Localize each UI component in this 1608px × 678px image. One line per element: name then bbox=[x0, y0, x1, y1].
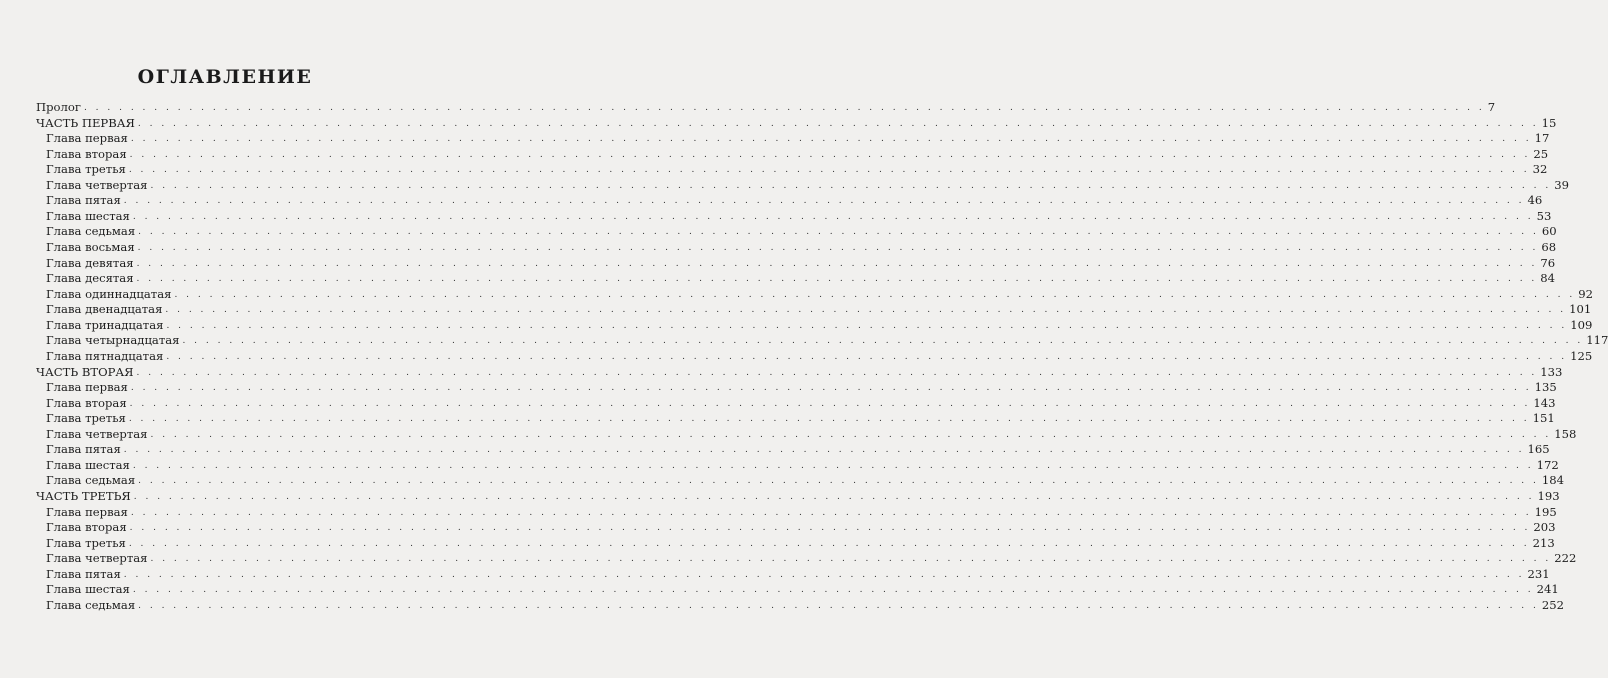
dot-leader: . . . . . . . . . . . . . . . . . . . . . . . . . . . . . . . . . . . . . . . . . . . . . . . . . . . . . . . . . . . . . . . . . . . . . . . . . . . . . . . . . . . . . . . . . . . . . . . . . . . . . . . . . . . . . . . . . . . . . . . . bbox=[130, 507, 1532, 518]
toc-entry-label: Глава вторая bbox=[46, 520, 127, 535]
toc-page-number: 125 bbox=[1570, 348, 1593, 363]
toc-chapter-entry bbox=[46, 473, 1565, 489]
toc-chapter-entry bbox=[46, 177, 1569, 194]
toc-entry-label: Глава шестая bbox=[46, 208, 130, 223]
toc-entry-label: ЧАСТЬ ПЕРВАЯ bbox=[36, 115, 135, 130]
dot-leader: . . . . . . . . . . . . . . . . . . . . . . . . . . . . . . . . . . . . . . . . . . . . . . . . . . . . . . . . . . . . . . . . . . . . . . . . . . . . . . . . . . . . . . . . . . . . . . . . . . . . . . . . . . . . . . . . . . . . . . . . bbox=[136, 367, 1538, 378]
dot-leader: . . . . . . . . . . . . . . . . . . . . . . . . . . . . . . . . . . . . . . . . . . . . . . . . . . . . . . . . . . . . . . . . . . . . . . . . . . . . . . . . . . . . . . . . . . . . . . . . . . . . . . . . . . . . . . . . . . . . . . . . bbox=[174, 289, 1576, 300]
toc-chapter-entry bbox=[46, 146, 1549, 163]
page-title: ОГЛАВЛЕНИЕ bbox=[137, 66, 313, 88]
toc-page-number: 60 bbox=[1541, 224, 1557, 239]
toc-chapter-entry bbox=[46, 426, 1577, 443]
dot-leader: . . . . . . . . . . . . . . . . . . . . . . . . . . . . . . . . . . . . . . . . . . . . . . . . . . . . . . . . . . . . . . . . . . . . . . . . . . . . . . . . . . . . . . . . . . . . . . . . . . . . . . . . . . . . . . . . . . . . . . . . bbox=[150, 429, 1552, 440]
toc-page-number: 133 bbox=[1540, 364, 1563, 379]
toc-entry-label: Глава четырнадцатая bbox=[46, 333, 180, 348]
toc-chapter-entry bbox=[46, 208, 1552, 225]
dot-leader: . . . . . . . . . . . . . . . . . . . . . . . . . . . . . . . . . . . . . . . . . . . . . . . . . . . . . . . . . . . . . . . . . . . . . . . . . . . . . . . . . . . . . . . . . . . . . . . . . . . . . . . . . . . . . . . . . . . . . . . . bbox=[123, 569, 1525, 580]
dot-leader: . . . . . . . . . . . . . . . . . . . . . . . . . . . . . . . . . . . . . . . . . . . . . . . . . . . . . . . . . . . . . . . . . . . . . . . . . . . . . . . . . . . . . . . . . . . . . . . . . . . . . . . . . . . . . . . . . . . . . . . . bbox=[150, 180, 1552, 191]
toc-entry-label: Глава седьмая bbox=[46, 224, 136, 239]
dot-leader: . . . . . . . . . . . . . . . . . . . . . . . . . . . . . . . . . . . . . . . . . . . . . . . . . . . . . . . . . . . . . . . . . . . . . . . . . . . . . . . . . . . . . . . . . . . . . . . . . . . . . . . . . . . . . . . . . . . . . . . . bbox=[128, 538, 1530, 549]
toc-chapter-entry bbox=[46, 380, 1557, 396]
toc-page-number: 39 bbox=[1554, 177, 1569, 192]
dot-leader: . . . . . . . . . . . . . . . . . . . . . . . . . . . . . . . . . . . . . . . . . . . . . . . . . . . . . . . . . . . . . . . . . . . . . . . . . . . . . . . . . . . . . . . . . . . . . . . . . . . . . . . . . . . . . . . . . . . . . . . . bbox=[166, 351, 1568, 362]
dot-leader: . . . . . . . . . . . . . . . . . . . . . . . . . . . . . . . . . . . . . . . . . . . . . . . . . . . . . . . . . . . . . . . . . . . . . . . . . . . . . . . . . . . . . . . . . . . . . . . . . . . . . . . . . . . . . . . . . . . . . . . . bbox=[132, 460, 1534, 471]
toc-chapter-entry bbox=[46, 504, 1557, 521]
dot-leader: . . . . . . . . . . . . . . . . . . . . . . . . . . . . . . . . . . . . . . . . . . . . . . . . . . . . . . . . . . . . . . . . . . . . . . . . . . . . . . . . . . . . . . . . . . . . . . . . . . . . . . . . . . . . . . . . . . . . . . . . bbox=[166, 320, 1568, 331]
toc-page-number: 76 bbox=[1540, 255, 1556, 270]
toc-chapter-entry bbox=[46, 348, 1593, 365]
toc-page-number: 172 bbox=[1536, 457, 1559, 472]
toc-page-number: 117 bbox=[1586, 333, 1608, 348]
dot-leader: . . . . . . . . . . . . . . . . . . . . . . . . . . . . . . . . . . . . . . . . . . . . . . . . . . . . . . . . . . . . . . . . . . . . . . . . . . . . . . . . . . . . . . . . . . . . . . . . . . . . . . . . . . . . . . . . . . . . . . . . bbox=[136, 258, 1538, 269]
toc-page-number: 184 bbox=[1541, 473, 1565, 488]
dot-leader: . . . . . . . . . . . . . . . . . . . . . . . . . . . . . . . . . . . . . . . . . . . . . . . . . . . . . . . . . . . . . . . . . . . . . . . . . . . . . . . . . . . . . . . . . . . . . . . . . . . . . . . . . . . . . . . . . . . . . . . . bbox=[83, 103, 1485, 113]
toc-page-number: 109 bbox=[1570, 317, 1593, 332]
toc-page-number: 135 bbox=[1534, 380, 1557, 395]
toc-entry-label: Глава четвертая bbox=[46, 177, 148, 192]
toc-entry-label: Глава четвертая bbox=[46, 551, 148, 566]
toc-part-entry bbox=[36, 115, 1557, 132]
toc-entry-label: Глава вторая bbox=[46, 395, 127, 410]
toc-page-number: 213 bbox=[1532, 535, 1555, 550]
toc-page-number: 46 bbox=[1527, 193, 1543, 208]
toc-chapter-entry bbox=[46, 286, 1593, 303]
toc-chapter-entry bbox=[46, 302, 1592, 318]
toc-page-number: 15 bbox=[1541, 115, 1557, 130]
toc-chapter-entry bbox=[46, 597, 1565, 614]
dot-leader: . . . . . . . . . . . . . . . . . . . . . . . . . . . . . . . . . . . . . . . . . . . . . . . . . . . . . . . . . . . . . . . . . . . . . . . . . . . . . . . . . . . . . . . . . . . . . . . . . . . . . . . . . . . . . . . . . . . . . . . . bbox=[133, 492, 1535, 502]
toc-part-entry bbox=[36, 100, 1496, 116]
toc-entry-label: Глава пятая bbox=[46, 442, 121, 457]
toc-page-number: 231 bbox=[1527, 566, 1550, 581]
dot-leader: . . . . . . . . . . . . . . . . . . . . . . . . . . . . . . . . . . . . . . . . . . . . . . . . . . . . . . . . . . . . . . . . . . . . . . . . . . . . . . . . . . . . . . . . . . . . . . . . . . . . . . . . . . . . . . . . . . . . . . . . bbox=[138, 600, 1539, 611]
toc-entry-label: Глава третья bbox=[46, 535, 126, 550]
toc-page-number: 193 bbox=[1537, 489, 1560, 503]
toc-page-number: 241 bbox=[1536, 582, 1559, 597]
toc-entry-label: Глава вторая bbox=[46, 146, 127, 161]
toc-chapter-entry bbox=[46, 131, 1550, 147]
dot-leader: . . . . . . . . . . . . . . . . . . . . . . . . . . . . . . . . . . . . . . . . . . . . . . . . . . . . . . . . . . . . . . . . . . . . . . . . . . . . . . . . . . . . . . . . . . . . . . . . . . . . . . . . . . . . . . . . . . . . . . . . bbox=[130, 383, 1532, 394]
dot-leader: . . . . . . . . . . . . . . . . . . . . . . . . . . . . . . . . . . . . . . . . . . . . . . . . . . . . . . . . . . . . . . . . . . . . . . . . . . . . . . . . . . . . . . . . . . . . . . . . . . . . . . . . . . . . . . . . . . . . . . . . bbox=[137, 118, 1539, 129]
toc-page-number: 195 bbox=[1534, 504, 1557, 519]
dot-leader: . . . . . . . . . . . . . . . . . . . . . . . . . . . . . . . . . . . . . . . . . . . . . . . . . . . . . . . . . . . . . . . . . . . . . . . . . . . . . . . . . . . . . . . . . . . . . . . . . . . . . . . . . . . . . . . . . . . . . . . . bbox=[150, 554, 1552, 565]
toc-entry-label: Глава пятая bbox=[46, 566, 121, 581]
toc-chapter-entry bbox=[46, 395, 1556, 412]
toc-chapter-entry bbox=[46, 442, 1550, 458]
dot-leader: . . . . . . . . . . . . . . . . . . . . . . . . . . . . . . . . . . . . . . . . . . . . . . . . . . . . . . . . . . . . . . . . . . . . . . . . . . . . . . . . . . . . . . . . . . . . . . . . . . . . . . . . . . . . . . . . . . . . . . . . bbox=[129, 398, 1531, 409]
toc-page-number: 17 bbox=[1534, 131, 1550, 146]
toc-entry-label: Глава тринадцатая bbox=[46, 317, 164, 332]
dot-leader: . . . . . . . . . . . . . . . . . . . . . . . . . . . . . . . . . . . . . . . . . . . . . . . . . . . . . . . . . . . . . . . . . . . . . . . . . . . . . . . . . . . . . . . . . . . . . . . . . . . . . . . . . . . . . . . . . . . . . . . . bbox=[182, 336, 1584, 347]
dot-leader: . . . . . . . . . . . . . . . . . . . . . . . . . . . . . . . . . . . . . . . . . . . . . . . . . . . . . . . . . . . . . . . . . . . . . . . . . . . . . . . . . . . . . . . . . . . . . . . . . . . . . . . . . . . . . . . . . . . . . . . . bbox=[136, 274, 1538, 285]
toc-chapter-entry bbox=[46, 162, 1548, 178]
toc-part-entry bbox=[36, 364, 1563, 381]
toc-entry-label: Глава девятая bbox=[46, 255, 134, 270]
toc-page-number: 25 bbox=[1533, 146, 1549, 161]
toc-chapter-entry bbox=[46, 535, 1555, 552]
toc-chapter-entry bbox=[46, 240, 1557, 256]
dot-leader: . . . . . . . . . . . . . . . . . . . . . . . . . . . . . . . . . . . . . . . . . . . . . . . . . . . . . . . . . . . . . . . . . . . . . . . . . . . . . . . . . . . . . . . . . . . . . . . . . . . . . . . . . . . . . . . . . . . . . . . . bbox=[165, 305, 1567, 316]
toc-chapter-entry bbox=[46, 457, 1559, 474]
dot-leader: . . . . . . . . . . . . . . . . . . . . . . . . . . . . . . . . . . . . . . . . . . . . . . . . . . . . . . . . . . . . . . . . . . . . . . . . . . . . . . . . . . . . . . . . . . . . . . . . . . . . . . . . . . . . . . . . . . . . . . . . bbox=[137, 243, 1539, 254]
dot-leader: . . . . . . . . . . . . . . . . . . . . . . . . . . . . . . . . . . . . . . . . . . . . . . . . . . . . . . . . . . . . . . . . . . . . . . . . . . . . . . . . . . . . . . . . . . . . . . . . . . . . . . . . . . . . . . . . . . . . . . . . bbox=[128, 165, 1530, 176]
toc-page-number: 92 bbox=[1578, 286, 1593, 301]
toc-page-number: 68 bbox=[1541, 240, 1557, 255]
dot-leader: . . . . . . . . . . . . . . . . . . . . . . . . . . . . . . . . . . . . . . . . . . . . . . . . . . . . . . . . . . . . . . . . . . . . . . . . . . . . . . . . . . . . . . . . . . . . . . . . . . . . . . . . . . . . . . . . . . . . . . . . bbox=[130, 134, 1532, 145]
toc-entry-label: Глава четвертая bbox=[46, 426, 148, 441]
toc-page-number: 84 bbox=[1540, 271, 1556, 286]
toc-chapter-entry bbox=[46, 317, 1593, 334]
toc-page-number: 151 bbox=[1532, 411, 1555, 426]
dot-leader: . . . . . . . . . . . . . . . . . . . . . . . . . . . . . . . . . . . . . . . . . . . . . . . . . . . . . . . . . . . . . . . . . . . . . . . . . . . . . . . . . . . . . . . . . . . . . . . . . . . . . . . . . . . . . . . . . . . . . . . . bbox=[129, 149, 1531, 160]
toc-entry-label: Глава шестая bbox=[46, 457, 130, 472]
toc-chapter-entry bbox=[46, 224, 1557, 240]
toc-chapter-entry bbox=[46, 551, 1577, 567]
toc-entry-label: Глава первая bbox=[46, 131, 128, 146]
toc-chapter-entry bbox=[46, 582, 1559, 598]
toc-page-number: 203 bbox=[1533, 520, 1556, 535]
dot-leader: . . . . . . . . . . . . . . . . . . . . . . . . . . . . . . . . . . . . . . . . . . . . . . . . . . . . . . . . . . . . . . . . . . . . . . . . . . . . . . . . . . . . . . . . . . . . . . . . . . . . . . . . . . . . . . . . . . . . . . . . bbox=[138, 476, 1539, 487]
toc-chapter-entry bbox=[46, 255, 1556, 272]
toc-entry-label: Глава двенадцатая bbox=[46, 302, 163, 317]
toc-entry-label: Глава первая bbox=[46, 504, 128, 519]
toc-page-number: 158 bbox=[1554, 426, 1577, 441]
toc-entry-label: Глава пятнадцатая bbox=[46, 348, 164, 363]
toc-entry-label: Глава седьмая bbox=[46, 597, 136, 612]
dot-leader: . . . . . . . . . . . . . . . . . . . . . . . . . . . . . . . . . . . . . . . . . . . . . . . . . . . . . . . . . . . . . . . . . . . . . . . . . . . . . . . . . . . . . . . . . . . . . . . . . . . . . . . . . . . . . . . . . . . . . . . . bbox=[138, 227, 1539, 238]
toc-entry-label: Глава седьмая bbox=[46, 473, 136, 488]
toc-page-number: 32 bbox=[1532, 162, 1548, 177]
toc-entry-label: Пролог bbox=[36, 100, 81, 114]
toc-page-number: 252 bbox=[1541, 597, 1565, 612]
toc-chapter-entry bbox=[46, 411, 1555, 427]
toc-entry-label: ЧАСТЬ ТРЕТЬЯ bbox=[36, 489, 131, 503]
toc-page-number: 165 bbox=[1527, 442, 1550, 457]
toc-page-number: 7 bbox=[1487, 100, 1496, 114]
toc-chapter-entry bbox=[46, 271, 1556, 287]
toc-entry-label: Глава одиннадцатая bbox=[46, 286, 172, 301]
toc-page-number: 101 bbox=[1569, 302, 1592, 317]
toc-entry-label: Глава третья bbox=[46, 411, 126, 426]
toc-entry-label: Глава восьмая bbox=[46, 240, 135, 255]
toc-part-entry bbox=[36, 489, 1560, 505]
dot-leader: . . . . . . . . . . . . . . . . . . . . . . . . . . . . . . . . . . . . . . . . . . . . . . . . . . . . . . . . . . . . . . . . . . . . . . . . . . . . . . . . . . . . . . . . . . . . . . . . . . . . . . . . . . . . . . . . . . . . . . . . bbox=[129, 523, 1531, 534]
dot-leader: . . . . . . . . . . . . . . . . . . . . . . . . . . . . . . . . . . . . . . . . . . . . . . . . . . . . . . . . . . . . . . . . . . . . . . . . . . . . . . . . . . . . . . . . . . . . . . . . . . . . . . . . . . . . . . . . . . . . . . . . bbox=[123, 196, 1525, 207]
toc-page-number: 53 bbox=[1536, 208, 1552, 223]
toc-entry-label: Глава шестая bbox=[46, 582, 130, 597]
toc-entry-label: Глава пятая bbox=[46, 193, 121, 208]
toc-page-number: 222 bbox=[1554, 551, 1577, 566]
toc-chapter-entry bbox=[46, 193, 1543, 209]
toc-page-number: 143 bbox=[1533, 395, 1556, 410]
toc-chapter-entry bbox=[46, 520, 1556, 536]
toc-entry-label: Глава третья bbox=[46, 162, 126, 177]
toc-chapter-entry bbox=[46, 333, 1608, 349]
toc-entry-label: Глава десятая bbox=[46, 271, 134, 286]
dot-leader: . . . . . . . . . . . . . . . . . . . . . . . . . . . . . . . . . . . . . . . . . . . . . . . . . . . . . . . . . . . . . . . . . . . . . . . . . . . . . . . . . . . . . . . . . . . . . . . . . . . . . . . . . . . . . . . . . . . . . . . . bbox=[123, 445, 1525, 456]
toc-entry-label: Глава первая bbox=[46, 380, 128, 395]
dot-leader: . . . . . . . . . . . . . . . . . . . . . . . . . . . . . . . . . . . . . . . . . . . . . . . . . . . . . . . . . . . . . . . . . . . . . . . . . . . . . . . . . . . . . . . . . . . . . . . . . . . . . . . . . . . . . . . . . . . . . . . . bbox=[132, 585, 1534, 596]
dot-leader: . . . . . . . . . . . . . . . . . . . . . . . . . . . . . . . . . . . . . . . . . . . . . . . . . . . . . . . . . . . . . . . . . . . . . . . . . . . . . . . . . . . . . . . . . . . . . . . . . . . . . . . . . . . . . . . . . . . . . . . . bbox=[132, 211, 1534, 222]
toc-entry-label: ЧАСТЬ ВТОРАЯ bbox=[36, 364, 134, 379]
dot-leader: . . . . . . . . . . . . . . . . . . . . . . . . . . . . . . . . . . . . . . . . . . . . . . . . . . . . . . . . . . . . . . . . . . . . . . . . . . . . . . . . . . . . . . . . . . . . . . . . . . . . . . . . . . . . . . . . . . . . . . . . bbox=[128, 414, 1530, 425]
toc-chapter-entry bbox=[46, 566, 1550, 583]
